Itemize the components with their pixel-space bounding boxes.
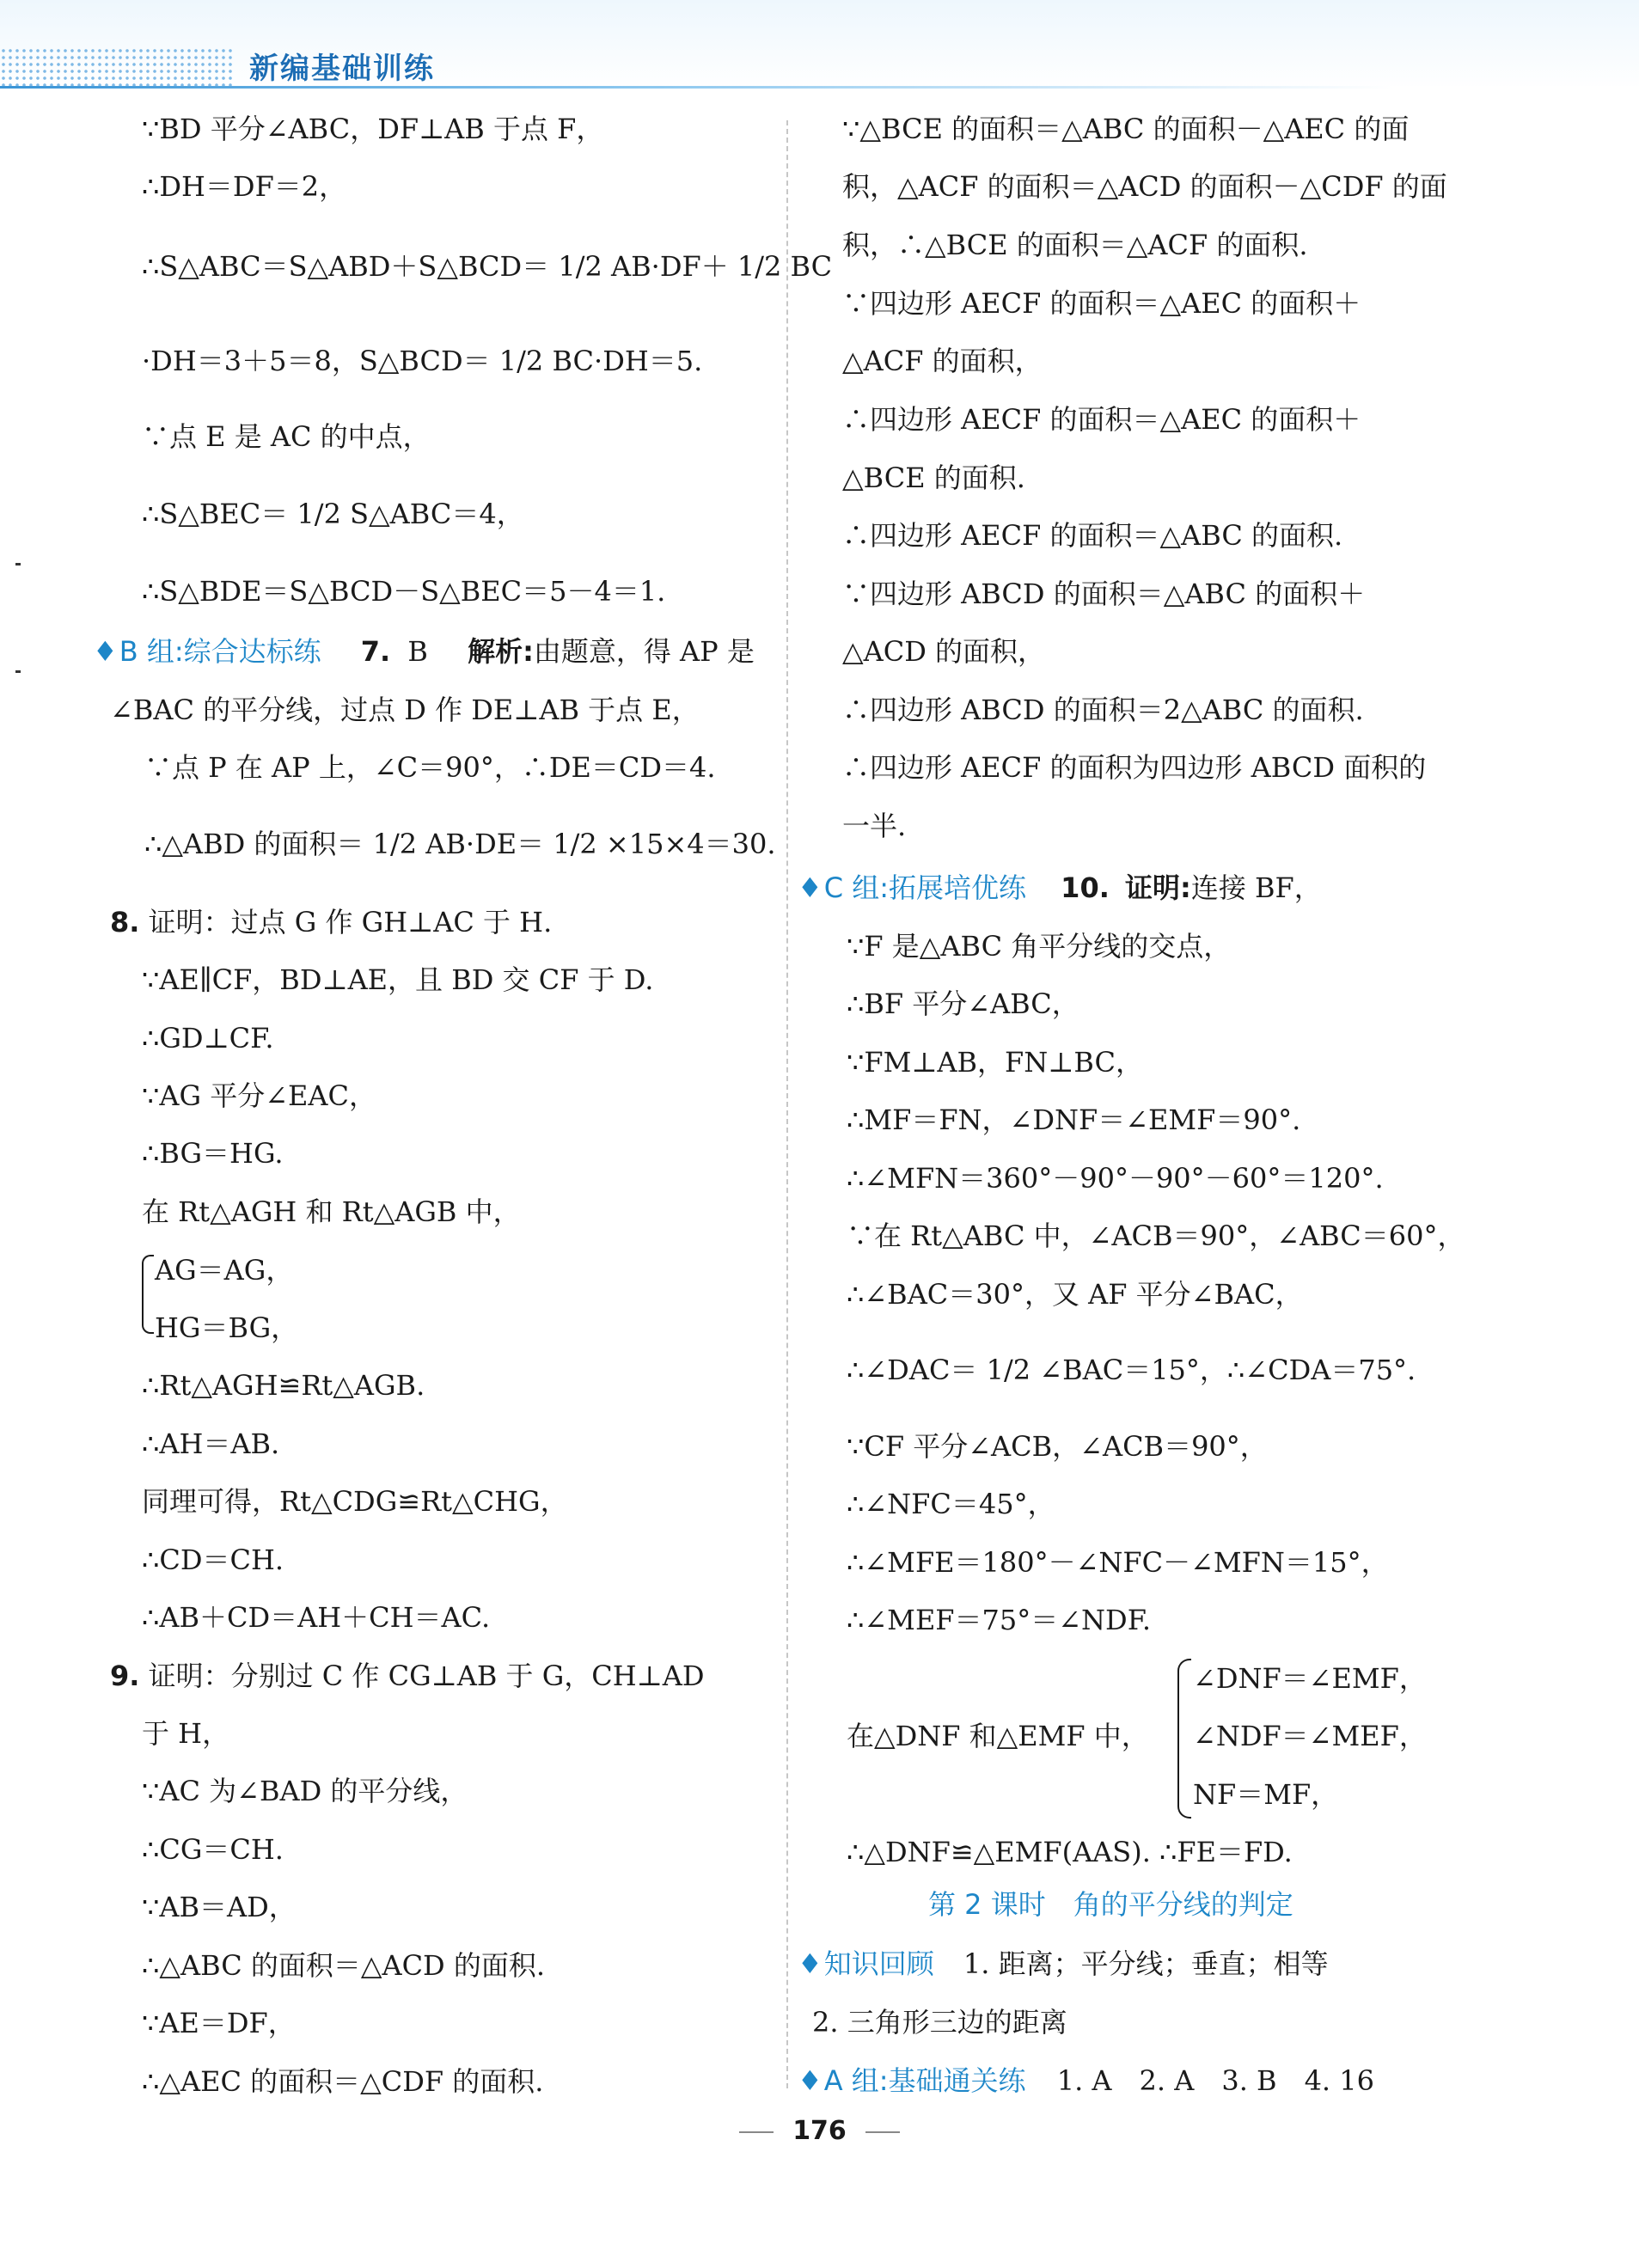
scan-mark: [15, 670, 21, 673]
text-line: △ACD 的面积，: [842, 635, 1046, 668]
text-line: ∵在 Rt△ABC 中，∠ACB＝90°，∠ABC＝60°，: [847, 1220, 1465, 1252]
text-line: △BCE 的面积.: [842, 462, 1025, 494]
text-line: ∴S△BDE＝S△BCD－S△BEC＝5－4＝1.: [142, 575, 666, 608]
text-line: HG＝BG，: [155, 1311, 299, 1344]
text-line: ∴四边形 AECF 的面积＝△ABC 的面积.: [842, 519, 1343, 552]
text-line: 同理可得，Rt△CDG≌Rt△CHG，: [142, 1485, 568, 1518]
text-line: ∴BF 平分∠ABC，: [847, 987, 1079, 1020]
text-line: ∴Rt△AGH≌Rt△AGB.: [142, 1369, 425, 1402]
diamond-icon: ♦: [798, 2064, 823, 2097]
column-divider: [786, 120, 788, 2088]
question-number: 10.: [1061, 871, 1110, 904]
header-rule: [0, 86, 1639, 89]
a-group-heading: ♦A 组:基础通关练: [798, 2064, 1026, 2097]
text-line: ∴∠MFE＝180°－∠NFC－∠MFN＝15°，: [847, 1546, 1389, 1579]
text-line: ∠BAC 的平分线，过点 D 作 DE⊥AB 于点 E，: [110, 694, 700, 726]
text-line: ∴△ABD 的面积＝ 1/2 AB·DE＝ 1/2 ×15×4＝30.: [144, 828, 776, 860]
proof-label: 证明:: [1125, 871, 1191, 904]
c-group-row: [798, 871, 1322, 905]
text-line: ∴∠DAC＝ 1/2 ∠BAC＝15°，∴∠CDA＝75°.: [847, 1354, 1416, 1386]
text-line: ∵△BCE 的面积＝△ABC 的面积－△AEC 的面: [842, 113, 1410, 145]
answer-value: B: [407, 635, 428, 668]
text-line: 连接 BF，: [1190, 871, 1322, 904]
text-line: ∴DH＝DF＝2，: [142, 170, 347, 203]
page-number: 176: [792, 2116, 847, 2146]
text-line: ∴四边形 AECF 的面积为四边形 ABCD 面积的: [842, 751, 1427, 784]
text-line: ∴△ABC 的面积＝△ACD 的面积.: [142, 1949, 546, 1982]
text-line: ∴BG＝HG.: [142, 1137, 284, 1170]
text-line: 在 Rt△AGH 和 Rt△AGB 中，: [142, 1195, 521, 1228]
text-line: ∵BD 平分∠ABC，DF⊥AB 于点 F，: [142, 113, 604, 145]
text-line: ∵四边形 AECF 的面积＝△AEC 的面积＋: [842, 287, 1361, 320]
text-line: ∴∠MEF＝75°＝∠NDF.: [847, 1604, 1152, 1636]
text-line: ∴四边形 AECF 的面积＝△AEC 的面积＋: [842, 403, 1361, 436]
text-line: ∴∠NFC＝45°，: [847, 1488, 1055, 1520]
text-line: ∵点 E 是 AC 的中点，: [142, 420, 431, 453]
text-line: ∴GD⊥CF.: [142, 1022, 274, 1055]
text-line: ∴AH＝AB.: [142, 1427, 280, 1460]
text-line: ∴∠MFN＝360°－90°－90°－60°＝120°.: [847, 1162, 1384, 1195]
text-line: ∵FM⊥AB，FN⊥BC，: [847, 1046, 1143, 1079]
b-group-row: [93, 634, 755, 669]
text-line: ∴∠BAC＝30°，又 AF 平分∠BAC，: [847, 1278, 1303, 1311]
text-line: ∵F 是△ABC 角平分线的交点，: [847, 930, 1232, 963]
lesson-title: 第 2 课时 角的平分线的判定: [928, 1888, 1293, 1921]
text-line: ·DH＝3＋5＝8，S△BCD＝ 1/2 BC·DH＝5.: [142, 345, 703, 377]
text-line: ∴△AEC 的面积＝△CDF 的面积.: [142, 2065, 544, 2098]
diamond-icon: ♦: [798, 1947, 823, 1980]
text-line: ∴MF＝FN，∠DNF＝∠EMF＝90°.: [847, 1103, 1301, 1136]
text-line: 在△DNF 和△EMF 中，: [847, 1720, 1149, 1752]
diamond-icon: ♦: [93, 635, 118, 668]
text-line: 一半.: [842, 810, 907, 842]
page-header: [0, 0, 1639, 90]
text-line: ∴CD＝CH.: [142, 1544, 284, 1576]
footer-dash: [739, 2131, 774, 2133]
review-row: [798, 1947, 1329, 1981]
page-footer: [0, 2110, 1639, 2153]
text-line: AG＝AG，: [155, 1254, 294, 1287]
text-line: 积，∴△BCE 的面积＝△ACF 的面积.: [842, 229, 1308, 261]
text-line: ∵点 P 在 AP 上，∠C＝90°，∴DE＝CD＝4.: [144, 751, 716, 784]
right-brace: [1177, 1659, 1191, 1819]
text-line: ∴S△BEC＝ 1/2 S△ABC＝4，: [142, 498, 524, 530]
question-number: 7.: [360, 635, 391, 668]
question-8: [110, 905, 552, 939]
text-line: ∴AB＋CD＝AH＋CH＝AC.: [142, 1601, 491, 1634]
left-brace: [142, 1255, 154, 1334]
question-number: 9.: [110, 1660, 140, 1692]
diamond-icon: ♦: [798, 871, 823, 904]
text-line: ∵CF 平分∠ACB，∠ACB＝90°，: [847, 1430, 1268, 1463]
text-line: △ACF 的面积，: [842, 345, 1043, 377]
question-9: [110, 1659, 705, 1693]
text-line: 2. 三角形三边的距离: [812, 2006, 1067, 2039]
text-line: 证明：分别过 C 作 CG⊥AB 于 G，CH⊥AD: [148, 1660, 705, 1692]
text-line: ∴四边形 ABCD 的面积＝2△ABC 的面积.: [842, 694, 1364, 726]
analysis-label: 解析:: [468, 635, 534, 668]
text-line: ∵AB＝AD，: [142, 1891, 297, 1923]
text-line: ∴CG＝CH.: [142, 1833, 284, 1866]
scan-mark: [15, 563, 21, 565]
text-line: ∵AG 平分∠EAC，: [142, 1079, 376, 1112]
text-line: ∵四边形 ABCD 的面积＝△ABC 的面积＋: [842, 578, 1366, 610]
analysis-text: 由题意，得 AP 是: [533, 635, 755, 668]
book-title: 新编基础训练: [249, 52, 435, 86]
text-line: 证明：过点 G 作 GH⊥AC 于 H.: [148, 906, 553, 938]
text-line: ∵AE∥CF，BD⊥AE，且 BD 交 CF 于 D.: [142, 963, 654, 996]
text-line: ∴S△ABC＝S△ABD＋S△BCD＝ 1/2 AB·DF＋ 1/2 BC: [142, 250, 833, 283]
b-group-heading: ♦B 组:综合达标练: [93, 635, 321, 668]
text-line: ∠DNF＝∠EMF，: [1193, 1662, 1427, 1695]
text-line: ∵AC 为∠BAD 的平分线，: [142, 1775, 468, 1807]
text-line: ∴△DNF≌△EMF(AAS). ∴FE＝FD.: [847, 1836, 1293, 1868]
header-dot-pattern: [0, 47, 232, 86]
text-line: ∵AE＝DF，: [142, 2007, 296, 2039]
answer-list: 1. A 2. A 3. B 4. 16: [1056, 2064, 1374, 2097]
footer-dash: [865, 2131, 900, 2133]
text-line: 于 H，: [142, 1717, 230, 1750]
a-group-row: [798, 2063, 1374, 2098]
text-line: 积，△ACF 的面积＝△ACD 的面积－△CDF 的面: [842, 170, 1447, 203]
text-line: NF＝MF，: [1193, 1778, 1339, 1811]
question-number: 8.: [110, 906, 140, 938]
c-group-heading: ♦C 组:拓展培优练: [798, 871, 1026, 904]
review-heading: ♦知识回顾: [798, 1947, 934, 1980]
text-line: 1. 距离；平分线；垂直；相等: [963, 1947, 1329, 1980]
text-line: ∠NDF＝∠MEF，: [1193, 1720, 1427, 1752]
